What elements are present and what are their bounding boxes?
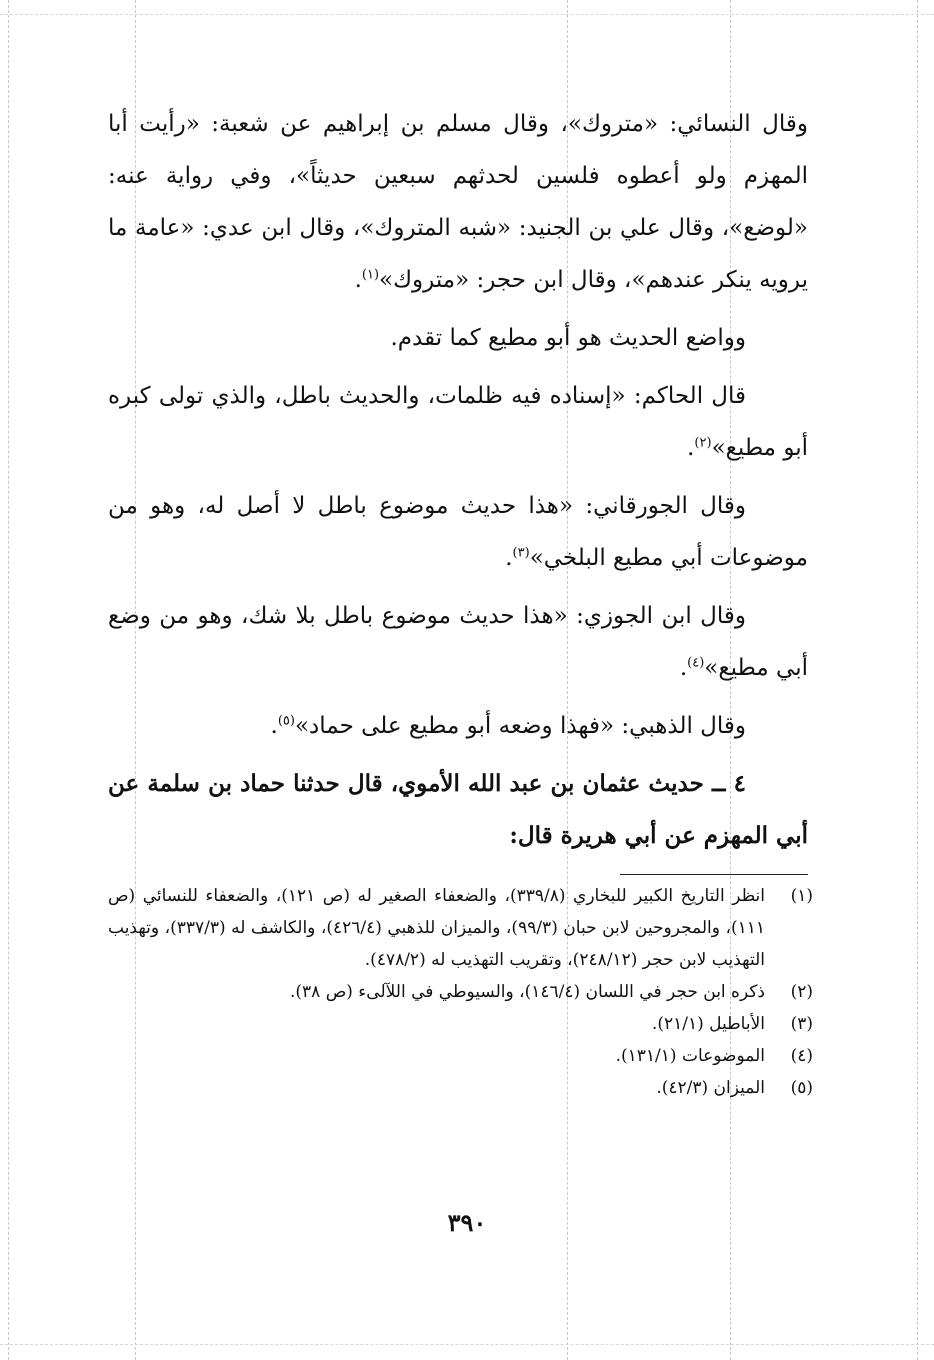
footnote — [108, 1040, 813, 1072]
paragraph-dhahabi — [108, 700, 808, 752]
footnote-number: (٣) — [790, 1014, 813, 1034]
paragraph-end: . — [679, 655, 688, 681]
paragraph-end: . — [270, 713, 278, 739]
paragraph-text: وقال النسائي: «متروك»، وقال مسلم بن إبراهيم عن شعبة: «رأيت أبا المهزم ولو أعطوه فلسين لحدثهم سبعين حديثاً»، وفي رواية عنه: «لوضع»، وقال علي بن الجنيد: «شبه المتروك»، وقال ابن عدي: «عامة ما يرويه ينكر عندهم»، وقال ابن حجر: «متروك» — [108, 111, 808, 293]
paragraph-text: وقال ابن الجوزي: «هذا حديث موضوع باطل بلا شك، وهو من وضع أبي مطيع» — [108, 603, 808, 681]
paragraph-end: . — [687, 435, 695, 461]
paragraph-text: ٤ ــ حديث عثمان بن عبد الله الأموي، قال حدثنا حماد بن سلمة عن أبي المهزم عن أبي هريرة قال: — [108, 770, 808, 849]
footnote — [108, 1072, 813, 1104]
paragraph-hakim — [108, 370, 808, 474]
page-number: ٣٩٠ — [447, 1208, 487, 1237]
footnote — [108, 1008, 813, 1040]
paragraph-ibn-jawzi — [108, 590, 808, 694]
footnote-ref: (٥) — [277, 713, 295, 729]
page-guide-line — [8, 0, 9, 1360]
paragraph-end: . — [505, 545, 513, 571]
paragraph-text: قال الحاكم: «إسناده فيه ظلمات، والحديث باطل، والذي تولى كبره أبو مطيع» — [108, 383, 808, 461]
page-guide-line — [0, 14, 934, 15]
footnote-number: (٤) — [790, 1046, 813, 1066]
main-text — [108, 98, 808, 868]
paragraph-jawraqani — [108, 480, 808, 584]
footnotes — [108, 880, 813, 1104]
footnote — [108, 976, 813, 1008]
footnote-text: الميزان (٤٢/٣). — [656, 1078, 765, 1098]
paragraph-nasai — [108, 98, 808, 306]
footnote-number: (١) — [790, 886, 813, 906]
paragraph-forger — [108, 312, 808, 364]
footnote-ref: (١) — [361, 267, 380, 283]
footnote-ref: (٣) — [512, 545, 530, 561]
footnote-ref: (٢) — [694, 435, 712, 451]
footnote-text: ذكره ابن حجر في اللسان (١٤٦/٤)، والسيوطي في اللآلىء (ص ٣٨). — [290, 982, 765, 1002]
footnote-text: انظر التاريخ الكبير للبخاري (٣٣٩/٨)، والضعفاء الصغير له (ص ١٢١)، والضعفاء للنسائي (ص ١١١)، والمجروحين لابن حبان (٩٩/٣)، والميزان للذهبي (٤٢٦/٤)، والكاشف له (٣٣٧/٣)، وتهذيب التهذيب لابن حجر (٢٤٨/١٢)، وتقريب التهذيب له (٤٧٨/٢). — [108, 886, 765, 970]
paragraph-text: وواضع الحديث هو أبو مطيع كما تقدم. — [390, 325, 746, 351]
footnote-text: الأباطيل (٢١/١). — [651, 1014, 765, 1034]
paragraph-text: وقال الذهبي: «فهذا وضعه أبو مطيع على حماد» — [294, 713, 746, 739]
footnote-number: (٥) — [790, 1078, 813, 1098]
paragraph-end: . — [354, 267, 362, 293]
footnote-separator — [620, 874, 808, 875]
paragraph-text: وقال الجورقاني: «هذا حديث موضوع باطل لا أصل له، وهو من موضوعات أبي مطيع البلخي» — [108, 493, 808, 571]
footnote-text: الموضوعات (١٣١/١). — [615, 1046, 765, 1066]
paragraph-hadith-4 — [108, 758, 808, 862]
page-guide-line — [0, 1344, 934, 1345]
footnote — [108, 880, 813, 976]
page-guide-line — [917, 0, 918, 1360]
footnote-number: (٢) — [790, 982, 813, 1002]
footnote-ref: (٤) — [687, 655, 705, 671]
